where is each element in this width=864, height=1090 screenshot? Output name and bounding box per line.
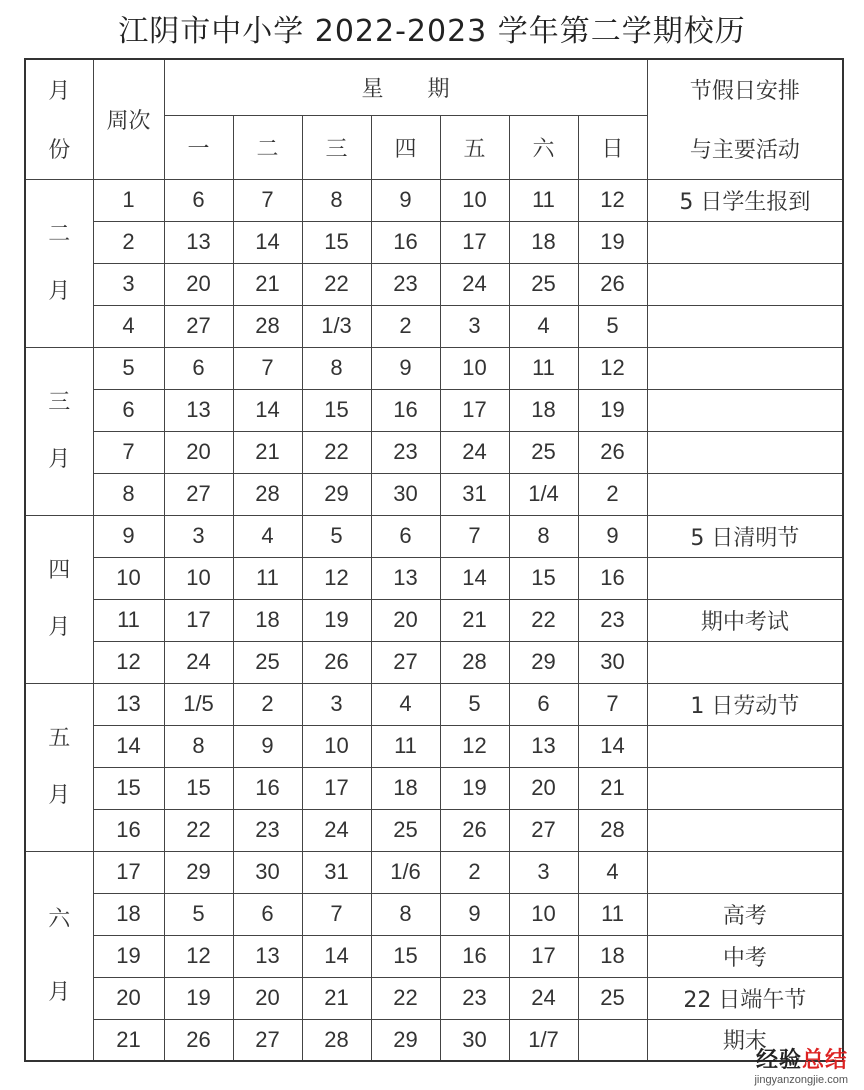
day-cell: 31	[440, 473, 509, 515]
day-cell: 7	[578, 683, 647, 725]
day-cell: 15	[164, 767, 233, 809]
day-cell: 24	[440, 263, 509, 305]
month-label-char: 月	[48, 279, 71, 304]
weekday-header: 二	[233, 115, 302, 179]
table-row	[25, 1019, 843, 1061]
day-cell: 25	[233, 641, 302, 683]
day-cell: 10	[509, 893, 578, 935]
weekday-header: 五	[440, 115, 509, 179]
day-cell: 2	[578, 473, 647, 515]
day-cell: 1/6	[371, 851, 440, 893]
table-row	[25, 851, 843, 893]
day-cell: 13	[164, 389, 233, 431]
day-cell: 25	[509, 263, 578, 305]
day-cell: 12	[578, 179, 647, 221]
day-cell: 3	[164, 515, 233, 557]
day-cell: 4	[509, 305, 578, 347]
weekday-header: 四	[371, 115, 440, 179]
activity-note: 高考	[647, 893, 843, 935]
day-cell: 29	[164, 851, 233, 893]
day-cell: 30	[371, 473, 440, 515]
month-label-char: 月	[48, 979, 71, 1005]
day-cell: 19	[164, 977, 233, 1019]
weekday-group-header: 星 期	[164, 59, 647, 115]
day-cell: 14	[302, 935, 371, 977]
day-cell: 17	[440, 389, 509, 431]
day-cell: 21	[233, 431, 302, 473]
activity-note: 5 日清明节	[647, 515, 843, 557]
day-cell: 10	[440, 347, 509, 389]
day-cell: 21	[578, 767, 647, 809]
month-label	[25, 179, 93, 347]
watermark-url: jingyanzongjie.com	[754, 1074, 848, 1086]
week-number: 18	[93, 893, 164, 935]
day-cell: 30	[233, 851, 302, 893]
activity-note	[647, 263, 843, 305]
day-cell: 5	[164, 893, 233, 935]
table-row	[25, 599, 843, 641]
week-number: 8	[93, 473, 164, 515]
day-cell: 9	[578, 515, 647, 557]
day-cell: 17	[302, 767, 371, 809]
day-cell: 3	[302, 683, 371, 725]
day-cell: 11	[233, 557, 302, 599]
week-number: 21	[93, 1019, 164, 1061]
table-row	[25, 431, 843, 473]
day-cell: 14	[233, 221, 302, 263]
day-cell: 10	[302, 725, 371, 767]
page-title: 江阴市中小学 2022-2023 学年第二学期校历	[118, 14, 746, 49]
day-cell: 16	[578, 557, 647, 599]
day-cell: 27	[164, 473, 233, 515]
day-cell: 22	[302, 263, 371, 305]
day-cell: 18	[509, 221, 578, 263]
day-cell: 22	[371, 977, 440, 1019]
day-cell: 10	[440, 179, 509, 221]
day-cell: 21	[440, 599, 509, 641]
day-cell: 25	[509, 431, 578, 473]
day-cell: 8	[302, 179, 371, 221]
month-label	[25, 851, 93, 1061]
table-row	[25, 347, 843, 389]
day-cell: 14	[578, 725, 647, 767]
day-cell: 23	[578, 599, 647, 641]
day-cell: 18	[578, 935, 647, 977]
week-number: 2	[93, 221, 164, 263]
day-cell: 15	[509, 557, 578, 599]
notes-column-header	[647, 59, 843, 179]
month-label-char: 二	[48, 222, 71, 247]
week-column-header: 周次	[93, 59, 164, 179]
activity-note	[647, 557, 843, 599]
day-cell: 7	[440, 515, 509, 557]
activity-note	[647, 389, 843, 431]
day-cell: 14	[440, 557, 509, 599]
month-label-char: 五	[48, 726, 71, 751]
day-cell: 4	[371, 683, 440, 725]
activity-note	[647, 851, 843, 893]
activity-note	[647, 809, 843, 851]
day-cell: 1/3	[302, 305, 371, 347]
day-cell: 31	[302, 851, 371, 893]
day-cell: 24	[164, 641, 233, 683]
day-cell: 1/5	[164, 683, 233, 725]
table-row	[25, 389, 843, 431]
week-number: 1	[93, 179, 164, 221]
watermark-logo-text	[754, 1043, 848, 1074]
day-cell: 4	[578, 851, 647, 893]
day-cell: 23	[371, 431, 440, 473]
day-cell: 16	[371, 389, 440, 431]
day-cell: 24	[440, 431, 509, 473]
day-cell: 14	[233, 389, 302, 431]
day-cell: 20	[164, 263, 233, 305]
weekday-header: 六	[509, 115, 578, 179]
day-cell: 26	[578, 263, 647, 305]
day-cell: 11	[509, 347, 578, 389]
day-cell: 10	[164, 557, 233, 599]
table-row	[25, 767, 843, 809]
day-cell: 7	[302, 893, 371, 935]
weekday-header: 日	[578, 115, 647, 179]
activity-note: 期中考试	[647, 599, 843, 641]
week-number: 4	[93, 305, 164, 347]
day-cell: 12	[302, 557, 371, 599]
table-row	[25, 557, 843, 599]
watermark-text-black: 经验	[755, 1048, 802, 1073]
month-header-line-1: 月	[48, 79, 71, 105]
day-cell: 27	[371, 641, 440, 683]
week-number: 16	[93, 809, 164, 851]
activity-note: 期末	[647, 1019, 843, 1061]
day-cell: 24	[509, 977, 578, 1019]
month-label-char: 月	[48, 447, 71, 472]
day-cell: 6	[371, 515, 440, 557]
day-cell: 29	[371, 1019, 440, 1061]
month-label-char: 六	[48, 906, 71, 932]
table-row	[25, 179, 843, 221]
week-number: 12	[93, 641, 164, 683]
table-row	[25, 515, 843, 557]
day-cell: 21	[302, 977, 371, 1019]
day-cell: 27	[233, 1019, 302, 1061]
day-cell: 22	[509, 599, 578, 641]
day-cell: 24	[302, 809, 371, 851]
day-cell: 27	[509, 809, 578, 851]
month-label	[25, 515, 93, 683]
day-cell: 8	[302, 347, 371, 389]
day-cell: 2	[233, 683, 302, 725]
activity-note	[647, 431, 843, 473]
day-cell: 12	[164, 935, 233, 977]
day-cell: 15	[371, 935, 440, 977]
day-cell: 23	[371, 263, 440, 305]
table-row	[25, 221, 843, 263]
day-cell: 28	[302, 1019, 371, 1061]
table-row	[25, 977, 843, 1019]
notes-header-line-2: 与主要活动	[689, 138, 800, 164]
day-cell: 16	[371, 221, 440, 263]
table-row	[25, 683, 843, 725]
day-cell: 17	[164, 599, 233, 641]
day-cell: 26	[164, 1019, 233, 1061]
table-row	[25, 305, 843, 347]
week-number: 10	[93, 557, 164, 599]
day-cell: 26	[578, 431, 647, 473]
day-cell: 21	[233, 263, 302, 305]
day-cell: 9	[371, 347, 440, 389]
day-cell: 15	[302, 389, 371, 431]
day-cell: 11	[578, 893, 647, 935]
day-cell: 20	[164, 431, 233, 473]
activity-note: 1 日劳动节	[647, 683, 843, 725]
day-cell: 22	[164, 809, 233, 851]
month-label-char: 三	[48, 390, 71, 415]
day-cell: 5	[578, 305, 647, 347]
watermark-text-red: 总结	[801, 1048, 848, 1073]
week-number: 15	[93, 767, 164, 809]
week-number: 9	[93, 515, 164, 557]
day-cell: 29	[509, 641, 578, 683]
day-cell: 23	[233, 809, 302, 851]
day-cell: 19	[440, 767, 509, 809]
week-number: 3	[93, 263, 164, 305]
table-row	[25, 641, 843, 683]
table-row	[25, 893, 843, 935]
day-cell: 8	[509, 515, 578, 557]
activity-note: 22 日端午节	[647, 977, 843, 1019]
day-cell: 18	[371, 767, 440, 809]
day-cell: 5	[302, 515, 371, 557]
calendar-body	[25, 179, 843, 1061]
day-cell: 19	[302, 599, 371, 641]
day-cell: 16	[440, 935, 509, 977]
day-cell: 4	[233, 515, 302, 557]
day-cell: 3	[440, 305, 509, 347]
month-label-char: 四	[48, 558, 71, 583]
day-cell: 28	[440, 641, 509, 683]
day-cell: 1/4	[509, 473, 578, 515]
day-cell: 11	[509, 179, 578, 221]
day-cell: 9	[440, 893, 509, 935]
activity-note	[647, 221, 843, 263]
day-cell: 6	[164, 347, 233, 389]
day-cell: 16	[233, 767, 302, 809]
month-label	[25, 683, 93, 851]
day-cell: 20	[233, 977, 302, 1019]
week-number: 13	[93, 683, 164, 725]
day-cell: 13	[371, 557, 440, 599]
activity-note: 中考	[647, 935, 843, 977]
weekday-header: 一	[164, 115, 233, 179]
table-row	[25, 935, 843, 977]
day-cell	[578, 1019, 647, 1061]
day-cell: 19	[578, 389, 647, 431]
day-cell: 13	[233, 935, 302, 977]
day-cell: 9	[233, 725, 302, 767]
day-cell: 7	[233, 347, 302, 389]
day-cell: 8	[371, 893, 440, 935]
day-cell: 17	[509, 935, 578, 977]
day-cell: 12	[440, 725, 509, 767]
month-label-char: 月	[48, 783, 71, 808]
day-cell: 28	[233, 473, 302, 515]
day-cell: 8	[164, 725, 233, 767]
weekday-header: 三	[302, 115, 371, 179]
week-number: 6	[93, 389, 164, 431]
day-cell: 6	[164, 179, 233, 221]
day-cell: 26	[440, 809, 509, 851]
activity-note	[647, 347, 843, 389]
week-number: 11	[93, 599, 164, 641]
week-number: 5	[93, 347, 164, 389]
week-number: 20	[93, 977, 164, 1019]
table-header	[25, 59, 843, 179]
day-cell: 15	[302, 221, 371, 263]
day-cell: 28	[233, 305, 302, 347]
day-cell: 18	[233, 599, 302, 641]
day-cell: 13	[164, 221, 233, 263]
day-cell: 20	[509, 767, 578, 809]
week-number: 19	[93, 935, 164, 977]
watermark	[754, 1043, 848, 1086]
month-label-char: 月	[48, 615, 71, 640]
day-cell: 11	[371, 725, 440, 767]
day-cell: 18	[509, 389, 578, 431]
day-cell: 2	[440, 851, 509, 893]
activity-note	[647, 305, 843, 347]
day-cell: 23	[440, 977, 509, 1019]
day-cell: 19	[578, 221, 647, 263]
day-cell: 25	[578, 977, 647, 1019]
day-cell: 17	[440, 221, 509, 263]
table-row	[25, 473, 843, 515]
month-column-header	[25, 59, 93, 179]
table-row	[25, 725, 843, 767]
day-cell: 30	[578, 641, 647, 683]
month-header-line-2: 份	[48, 138, 71, 164]
day-cell: 22	[302, 431, 371, 473]
day-cell: 9	[371, 179, 440, 221]
activity-note	[647, 641, 843, 683]
day-cell: 1/7	[509, 1019, 578, 1061]
activity-note	[647, 767, 843, 809]
day-cell: 5	[440, 683, 509, 725]
table-row	[25, 263, 843, 305]
activity-note: 5 日学生报到	[647, 179, 843, 221]
day-cell: 12	[578, 347, 647, 389]
day-cell: 20	[371, 599, 440, 641]
day-cell: 7	[233, 179, 302, 221]
day-cell: 13	[509, 725, 578, 767]
day-cell: 30	[440, 1019, 509, 1061]
school-calendar-table	[24, 58, 844, 1062]
day-cell: 29	[302, 473, 371, 515]
day-cell: 6	[509, 683, 578, 725]
day-cell: 3	[509, 851, 578, 893]
day-cell: 26	[302, 641, 371, 683]
month-label	[25, 347, 93, 515]
day-cell: 27	[164, 305, 233, 347]
day-cell: 2	[371, 305, 440, 347]
activity-note	[647, 725, 843, 767]
notes-header-line-1: 节假日安排	[689, 79, 800, 105]
day-cell: 25	[371, 809, 440, 851]
activity-note	[647, 473, 843, 515]
day-cell: 28	[578, 809, 647, 851]
day-cell: 6	[233, 893, 302, 935]
week-number: 14	[93, 725, 164, 767]
week-number: 17	[93, 851, 164, 893]
week-number: 7	[93, 431, 164, 473]
table-row	[25, 809, 843, 851]
